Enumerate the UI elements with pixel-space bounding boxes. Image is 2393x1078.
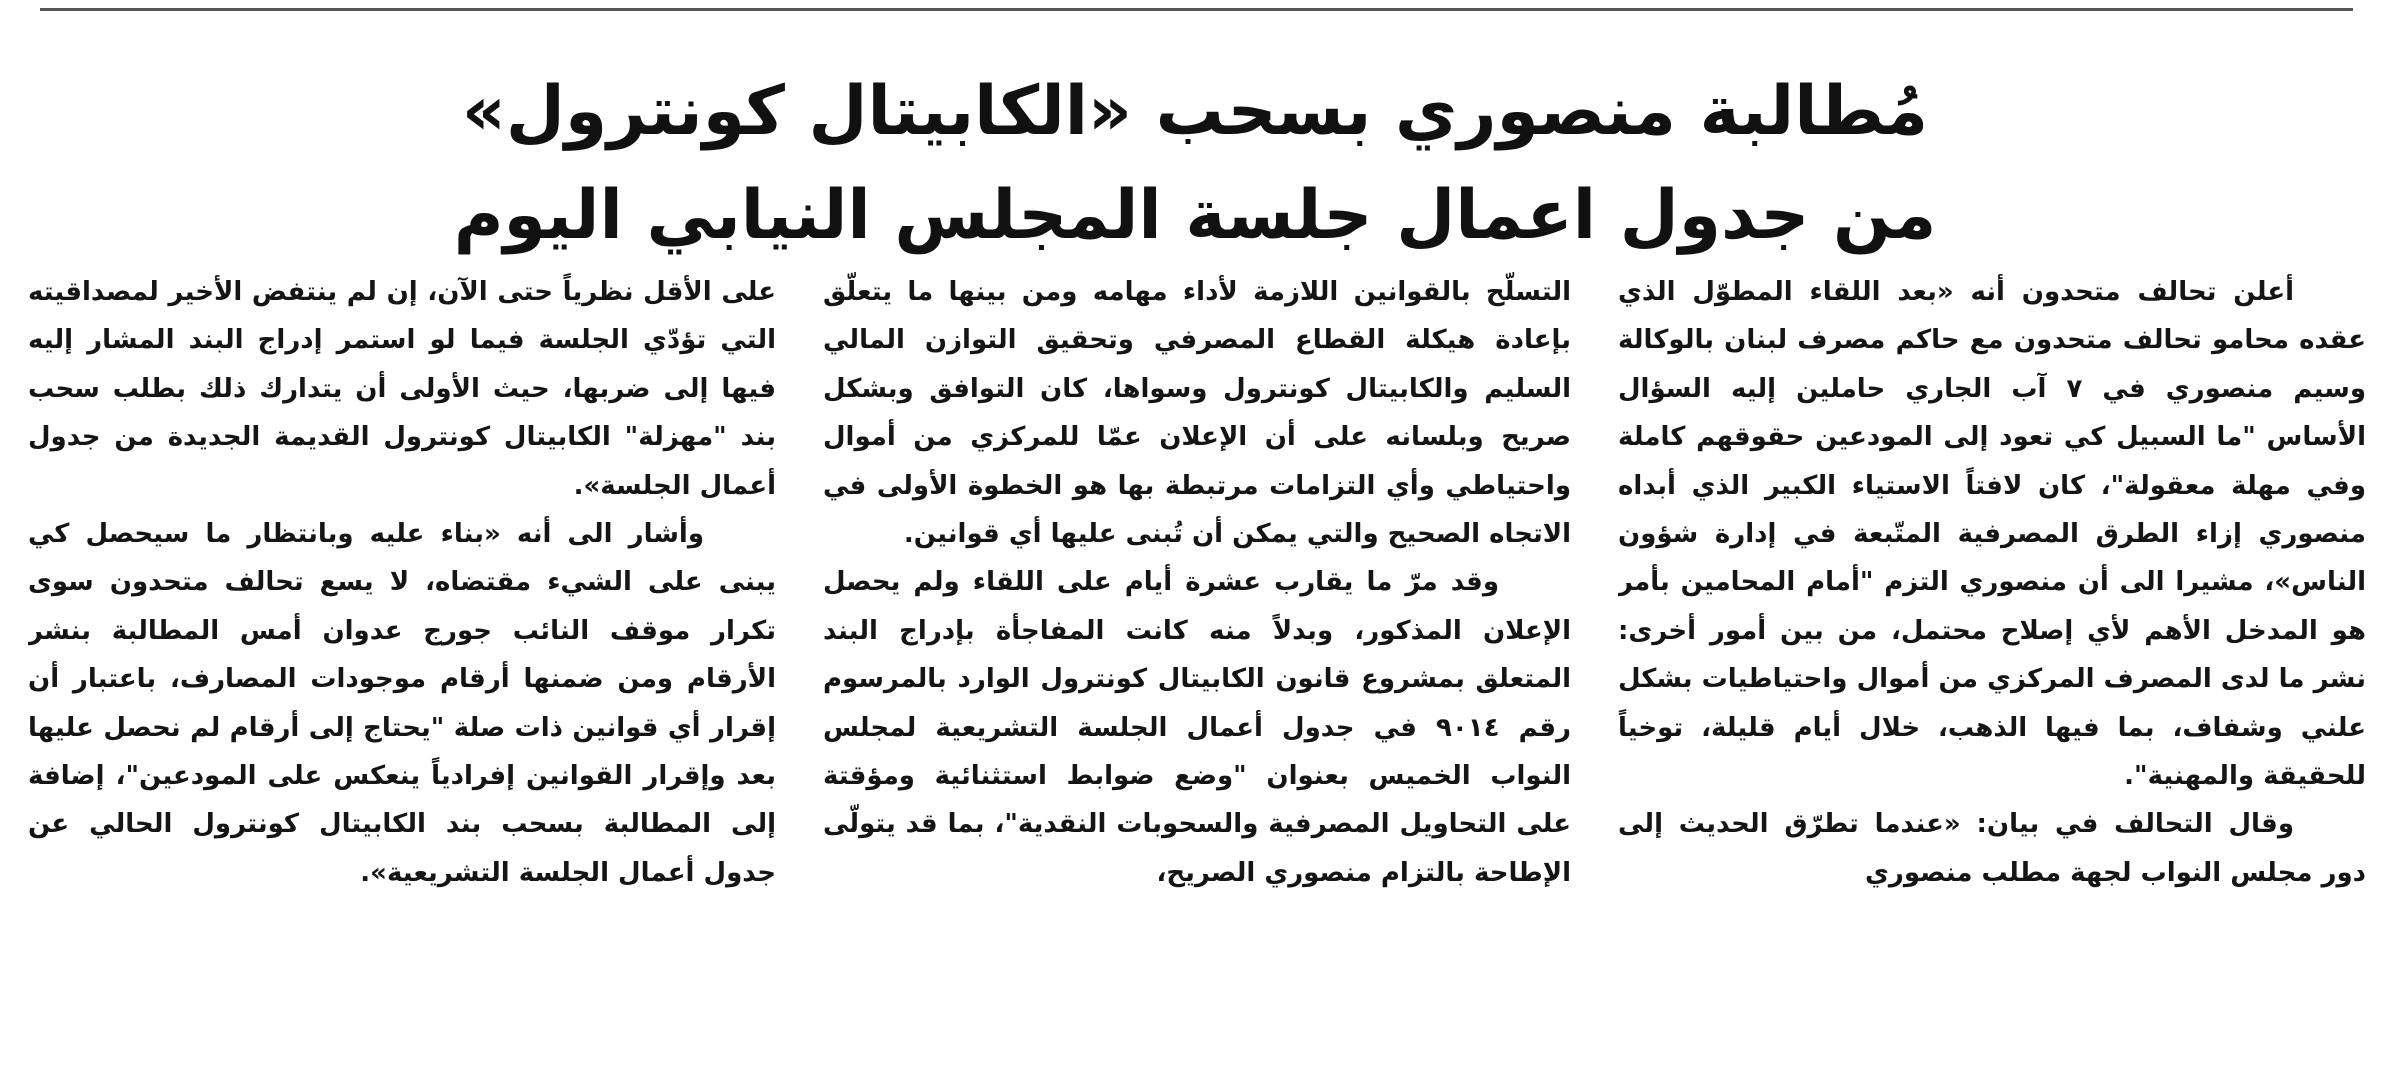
paragraph: وقال التحالف في بيان: «عندما تطرّق الحديث إلى دور مجلس النواب لجهة مطلب منصوري [1618,809,2366,888]
paragraph: التسلّح بالقوانين اللازمة لأداء مهامه ومن بينها ما يتعلّق بإعادة هيكلة القطاع المصرفي وتحقيق التوازن المالي السليم والكابيتال كونترول وسواها، كان التوافق وبشكل صريح وبلسانه على أن الإعلان عمّا للمركزي من أموال واحتياطي وأي التزامات مرتبطة بها هو الخطوة الأولى في الاتجاه الصحيح والتي يمكن أن تُبنى عليها أي قوانين. [823,277,1571,550]
article-column-left [28,268,776,1068]
article-columns [28,268,2366,1068]
headline [120,60,2270,268]
headline-line-2: من جدول اعمال جلسة المجلس النيابي اليوم [453,176,1937,255]
top-rule [40,8,2353,11]
article-column-right [1618,268,2366,1068]
headline-line-1: مُطالبة منصوري بسحب «الكابيتال كونترول» [461,72,1929,151]
paragraph: أعلن تحالف متحدون أنه «بعد اللقاء المطوّل الذي عقده محامو تحالف متحدون مع حاكم مصرف لبنان بالوكالة وسيم منصوري في ٧ آب الجاري حاملين إليه السؤال الأساس "ما السبيل كي تعود إلى المودعين حقوقهم كاملة وفي مهلة معقولة"، كان لافتاً الاستياء الكبير الذي أبداه منصوري إزاء الطرق المصرفية المتّبعة في إدارة شؤون الناس»، مشيرا الى أن منصوري التزم "أمام المحامين بأمر هو المدخل الأهم لأي إصلاح محتمل، من بين أمور أخرى: نشر ما لدى المصرف المركزي من أموال واحتياطيات بشكل علني وشفاف، بما فيها الذهب، خلال أيام قليلة، توخياً للحقيقة والمهنية". [1618,277,2366,792]
article-column-middle [823,268,1571,1068]
paragraph: على الأقل نظرياً حتى الآن، إن لم ينتفض الأخير لمصداقيته التي تؤدّي الجلسة فيما لو استمر إدراج البند المشار إليه فيها إلى ضربها، حيث الأولى أن يتدارك ذلك بطلب سحب بند "مهزلة" الكابيتال كونترول القديمة الجديدة من جدول أعمال الجلسة». [28,277,776,501]
paragraph: وأشار الى أنه «بناء عليه وبانتظار ما سيحصل كي يبنى على الشيء مقتضاه، لا يسع تحالف متحدون سوى تكرار موقف النائب جورج عدوان أمس المطالبة بنشر الأرقام ومن ضمنها أرقام موجودات المصارف، باعتبار أن إقرار أي قوانين ذات صلة "يحتاج إلى أرقام لم نحصل عليها بعد وإقرار القوانين إفرادياً ينعكس على المودعين"، إضافة إلى المطالبة بسحب بند الكابيتال كونترول الحالي عن جدول أعمال الجلسة التشريعية». [28,519,776,888]
paragraph: وقد مرّ ما يقارب عشرة أيام على اللقاء ولم يحصل الإعلان المذكور، وبدلاً منه كانت المفاجأة بإدراج البند المتعلق بمشروع قانون الكابيتال كونترول الوارد بالمرسوم رقم ٩٠١٤ في جدول أعمال الجلسة التشريعية لمجلس النواب الخميس بعنوان "وضع ضوابط استثنائية ومؤقتة على التحاويل المصرفية والسحوبات النقدية"، بما قد يتولّى الإطاحة بالتزام منصوري الصريح، [823,567,1571,888]
